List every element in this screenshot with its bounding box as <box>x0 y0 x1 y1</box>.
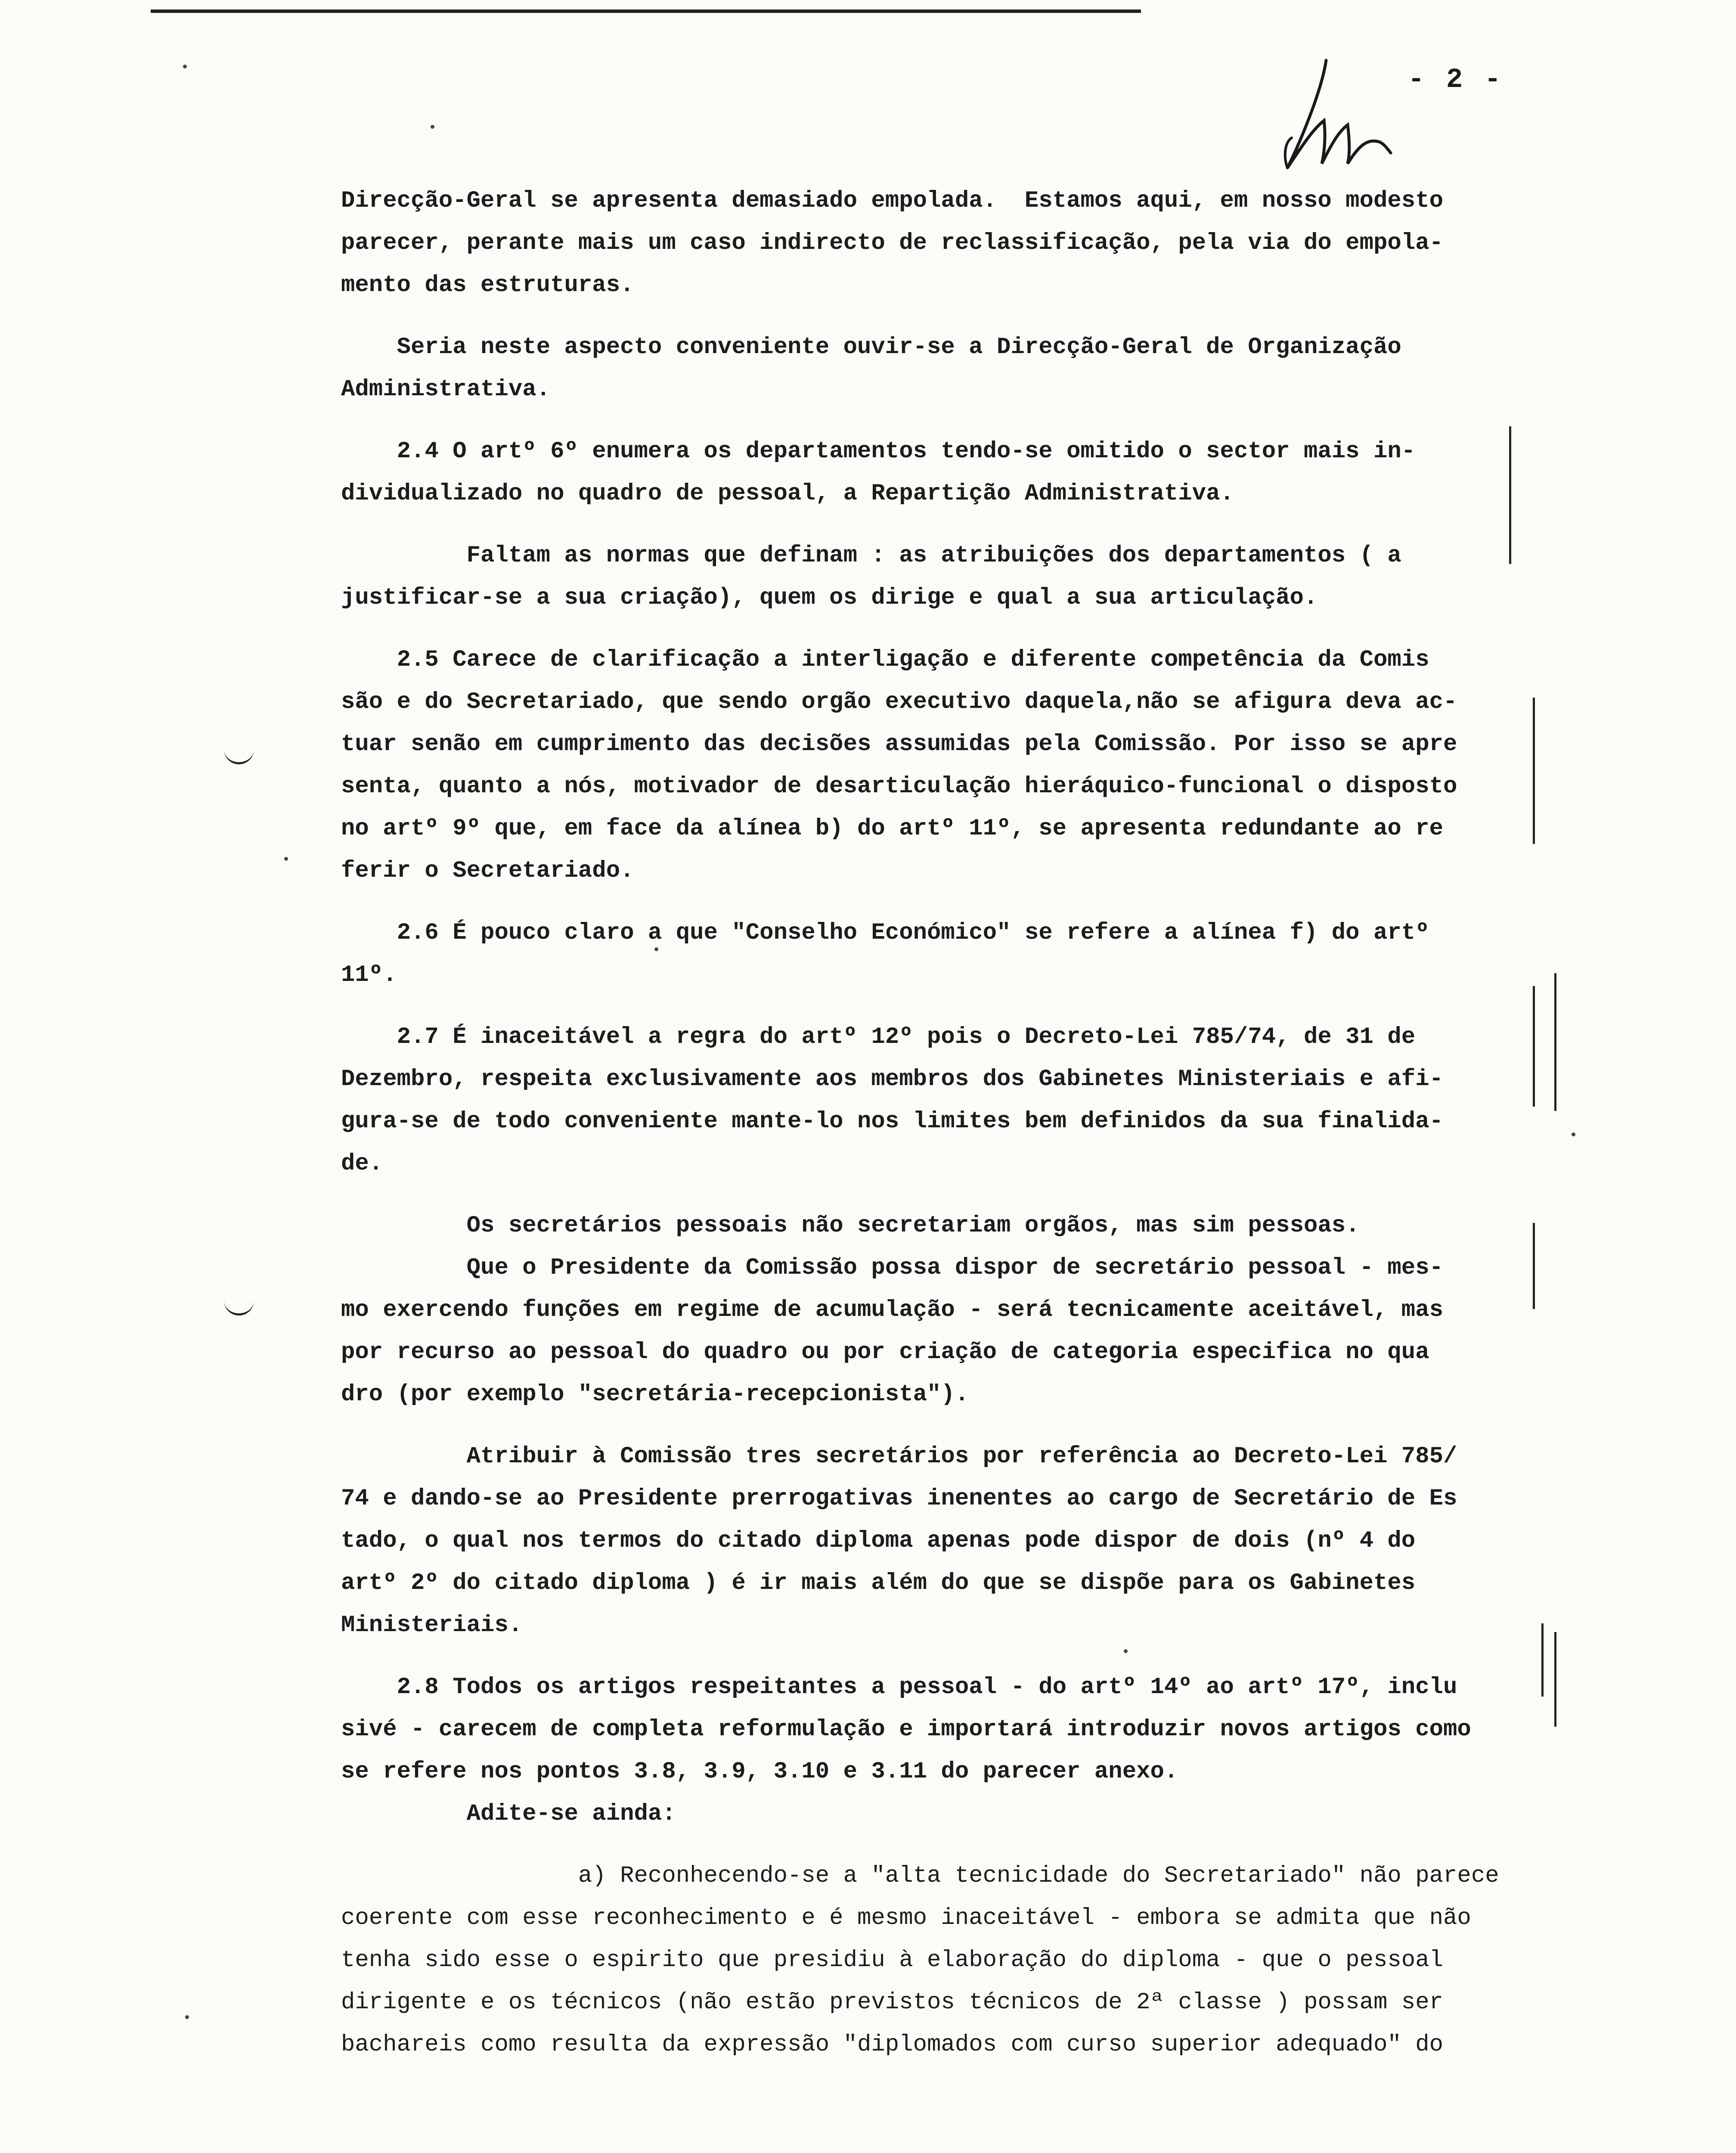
text-line: ferir o Secretariado. <box>341 858 634 884</box>
paragraph <box>341 639 1529 892</box>
paragraph <box>341 535 1529 619</box>
text-line: Adite-se ainda: <box>341 1801 676 1827</box>
document-body <box>341 180 1529 2066</box>
scan-speck <box>284 857 288 861</box>
margin-bar <box>1509 426 1511 564</box>
text-line: 2.8 Todos os artigos respeitantes a pessoal - do artº 14º ao artº 17º, inclu <box>341 1674 1457 1700</box>
scan-speck <box>1124 1649 1128 1653</box>
text-line: sivé - carecem de completa reformulação e importará introduzir novos artigos como <box>341 1716 1471 1743</box>
scan-speck <box>1572 1132 1575 1136</box>
text-line: Administrativa. <box>341 376 551 403</box>
text-line: Ministeriais. <box>341 1612 523 1638</box>
page-number: - 2 - <box>1408 65 1504 96</box>
scan-speck <box>431 125 434 129</box>
text-line: Atribuir à Comissão tres secretários por referência ao Decreto-Lei 785/ <box>341 1443 1457 1470</box>
text-line: dro (por exemplo "secretária-recepcionista"). <box>341 1381 969 1408</box>
text-line: artº 2º do citado diploma ) é ir mais além do que se dispõe para os Gabinetes <box>341 1570 1416 1596</box>
text-line: senta, quanto a nós, motivador de desarticulação hieráquico-funcional o disposto <box>341 773 1457 800</box>
text-line: 2.7 É inaceitável a regra do artº 12º pois o Decreto-Lei 785/74, de 31 de <box>341 1024 1416 1050</box>
text-line: Direcção-Geral se apresenta demasiado empolada. Estamos aqui, em nosso modesto <box>341 188 1444 214</box>
text-line: Faltam as normas que definam : as atribuições dos departamentos ( a <box>341 543 1401 569</box>
handwritten-signature <box>1274 56 1395 185</box>
margin-bar <box>1554 1632 1556 1727</box>
paragraph <box>341 912 1529 996</box>
text-line: justificar-se a sua criação), quem os dirige e qual a sua articulação. <box>341 585 1318 611</box>
paragraph <box>341 1666 1529 1835</box>
text-line: Que o Presidente da Comissão possa dispor de secretário pessoal - mes- <box>341 1255 1444 1281</box>
top-scan-line <box>151 9 1141 13</box>
margin-bar <box>1541 1623 1544 1697</box>
margin-bar <box>1533 1223 1535 1309</box>
text-line: 2.4 O artº 6º enumera os departamentos tendo-se omitido o sector mais in- <box>341 438 1416 465</box>
paragraph <box>341 326 1529 411</box>
text-line: de. <box>341 1151 383 1177</box>
text-line: no artº 9º que, em face da alínea b) do artº 11º, se apresenta redundante ao re <box>341 816 1444 842</box>
text-line: 2.6 É pouco claro a que "Conselho Económico" se refere a alínea f) do artº <box>341 920 1429 946</box>
paragraph <box>341 1205 1529 1416</box>
text-line: 11º. <box>341 962 397 988</box>
margin-bar <box>1554 973 1556 1111</box>
margin-tick-mark <box>224 1300 254 1315</box>
text-line: dirigente e os técnicos (não estão previstos técnicos de 2ª classe ) possam ser <box>341 1989 1444 2016</box>
paragraph <box>341 1016 1529 1185</box>
margin-bar <box>1533 698 1535 844</box>
text-line: mo exercendo funções em regime de acumulação - será tecnicamente aceitável, mas <box>341 1297 1444 1323</box>
text-line: bachareis como resulta da expressão "diplomados com curso superior adequado" do <box>341 2032 1444 2058</box>
text-line: parecer, perante mais um caso indirecto de reclassificação, pela via do empola- <box>341 230 1444 256</box>
text-line: 74 e dando-se ao Presidente prerrogativas inenentes ao cargo de Secretário de Es <box>341 1486 1457 1512</box>
text-line: tenha sido esse o espirito que presidiu à elaboração do diploma - que o pessoal <box>341 1947 1444 1973</box>
text-line: coerente com esse reconhecimento e é mesmo inaceitável - embora se admita que não <box>341 1905 1471 1931</box>
text-line: 2.5 Carece de clarificação a interligação e diferente competência da Comis <box>341 647 1429 673</box>
text-line: tuar senão em cumprimento das decisões assumidas pela Comissão. Por isso se apre <box>341 731 1457 757</box>
paragraph <box>341 431 1529 515</box>
scan-speck <box>654 947 658 951</box>
text-line: por recurso ao pessoal do quadro ou por criação de categoria especifica no qua <box>341 1339 1429 1365</box>
scan-speck <box>183 65 187 68</box>
text-line: Seria neste aspecto conveniente ouvir-se a Direcção-Geral de Organização <box>341 334 1401 360</box>
margin-tick-mark <box>224 749 254 764</box>
text-line: Os secretários pessoais não secretariam orgãos, mas sim pessoas. <box>341 1213 1360 1239</box>
text-line: se refere nos pontos 3.8, 3.9, 3.10 e 3.11 do parecer anexo. <box>341 1759 1178 1785</box>
text-line: tado, o qual nos termos do citado diploma apenas pode dispor de dois (nº 4 do <box>341 1528 1416 1554</box>
text-line: gura-se de todo conveniente mante-lo nos limites bem definidos da sua finalida- <box>341 1108 1444 1135</box>
paragraph <box>341 1855 1529 2066</box>
text-line: são e do Secretariado, que sendo orgão executivo daquela,não se afigura deva ac- <box>341 689 1457 715</box>
text-line: dividualizado no quadro de pessoal, a Repartição Administrativa. <box>341 481 1234 507</box>
scan-speck <box>185 2015 189 2019</box>
text-line: mento das estruturas. <box>341 272 634 298</box>
paragraph <box>341 1436 1529 1647</box>
paragraph <box>341 180 1529 307</box>
text-line: a) Reconhecendo-se a "alta tecnicidade do Secretariado" não parece <box>341 1863 1499 1889</box>
margin-bar <box>1533 986 1535 1107</box>
text-line: Dezembro, respeita exclusivamente aos membros dos Gabinetes Ministeriais e afi- <box>341 1066 1444 1092</box>
